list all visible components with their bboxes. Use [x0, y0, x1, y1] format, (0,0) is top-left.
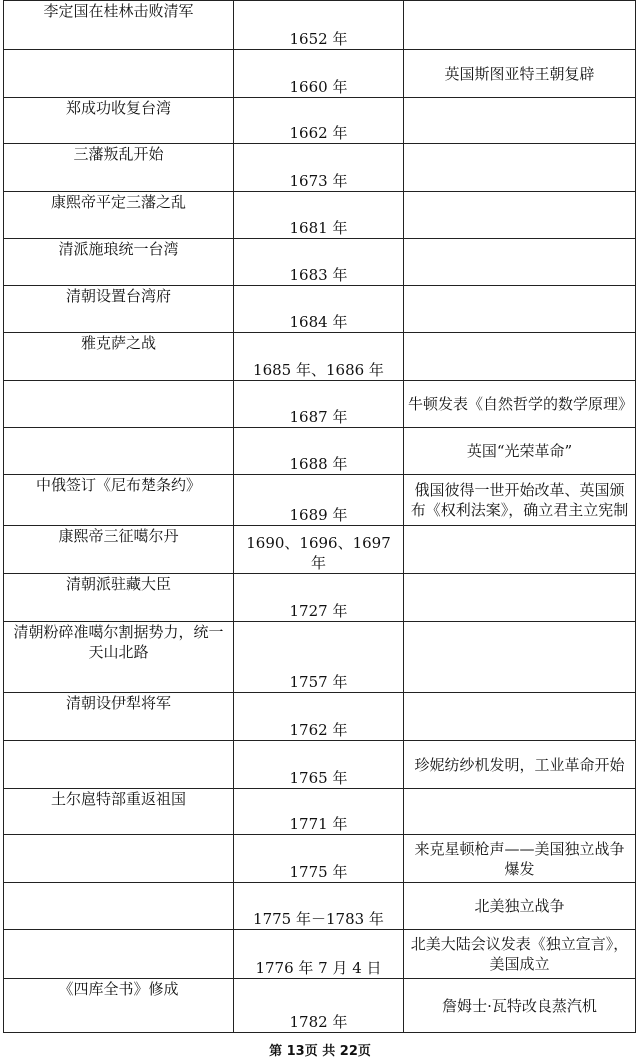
year-cell: 1662 年	[234, 98, 404, 144]
world-event-cell: 珍妮纺纱机发明，工业革命开始	[404, 741, 636, 789]
china-event-cell: 三藩叛乱开始	[4, 144, 234, 192]
year-cell: 1689 年	[234, 475, 404, 526]
world-event-cell: 牛顿发表《自然哲学的数学原理》	[404, 381, 636, 428]
world-event-cell	[404, 622, 636, 693]
table-row	[4, 574, 636, 622]
world-event-cell	[404, 144, 636, 192]
page-footer: 第 13页 共 22页	[269, 1044, 371, 1059]
table-row	[4, 192, 636, 239]
china-event-cell: 李定国在桂林击败清军	[4, 1, 234, 50]
china-event-cell: 土尔扈特部重返祖国	[4, 789, 234, 835]
china-event-cell: 雅克萨之战	[4, 333, 234, 381]
world-event-cell	[404, 333, 636, 381]
table-row	[4, 381, 636, 428]
year-cell: 1765 年	[234, 741, 404, 789]
table-row	[4, 930, 636, 979]
year-cell: 1652 年	[234, 1, 404, 50]
china-event-cell: 清朝设伊犁将军	[4, 693, 234, 741]
world-event-cell	[404, 286, 636, 333]
china-event-cell	[4, 428, 234, 475]
china-event-cell: 康熙帝三征噶尔丹	[4, 526, 234, 574]
year-cell: 1775 年	[234, 835, 404, 883]
world-event-cell	[404, 574, 636, 622]
year-cell: 1782 年	[234, 979, 404, 1033]
history-timeline-table	[3, 0, 636, 1033]
table-row	[4, 526, 636, 574]
year-cell: 1660 年	[234, 50, 404, 98]
china-event-cell: 康熙帝平定三藩之乱	[4, 192, 234, 239]
table-row	[4, 50, 636, 98]
table-row	[4, 835, 636, 883]
table-row	[4, 286, 636, 333]
table-row	[4, 979, 636, 1033]
table-row	[4, 883, 636, 930]
table-row	[4, 98, 636, 144]
world-event-cell: 北美独立战争	[404, 883, 636, 930]
world-event-cell: 来克星顿枪声——美国独立战争爆发	[404, 835, 636, 883]
china-event-cell: 中俄签订《尼布楚条约》	[4, 475, 234, 526]
table-row	[4, 333, 636, 381]
world-event-cell	[404, 693, 636, 741]
year-cell: 1683 年	[234, 239, 404, 286]
world-event-cell: 英国斯图亚特王朝复辟	[404, 50, 636, 98]
table-row	[4, 693, 636, 741]
table-row	[4, 741, 636, 789]
china-event-cell: 清派施琅统一台湾	[4, 239, 234, 286]
china-event-cell: 清朝粉碎准噶尔割据势力，统一天山北路	[4, 622, 234, 693]
china-event-cell: 郑成功收复台湾	[4, 98, 234, 144]
table-row	[4, 428, 636, 475]
china-event-cell	[4, 883, 234, 930]
table-row	[4, 475, 636, 526]
world-event-cell	[404, 239, 636, 286]
world-event-cell	[404, 98, 636, 144]
table-row	[4, 622, 636, 693]
china-event-cell: 清朝派驻藏大臣	[4, 574, 234, 622]
year-cell: 1757 年	[234, 622, 404, 693]
year-cell: 1681 年	[234, 192, 404, 239]
china-event-cell: 清朝设置台湾府	[4, 286, 234, 333]
china-event-cell	[4, 741, 234, 789]
china-event-cell	[4, 835, 234, 883]
table-row	[4, 144, 636, 192]
world-event-cell: 俄国彼得一世开始改革、英国颁布《权利法案》，确立君主立宪制	[404, 475, 636, 526]
world-event-cell: 詹姆士·瓦特改良蒸汽机	[404, 979, 636, 1033]
world-event-cell: 英国“光荣革命”	[404, 428, 636, 475]
china-event-cell	[4, 50, 234, 98]
year-cell: 1685 年、1686 年	[234, 333, 404, 381]
world-event-cell	[404, 789, 636, 835]
world-event-cell	[404, 192, 636, 239]
china-event-cell: 《四库全书》修成	[4, 979, 234, 1033]
year-cell: 1771 年	[234, 789, 404, 835]
year-cell: 1690、1696、1697 年	[234, 526, 404, 574]
year-cell: 1727 年	[234, 574, 404, 622]
china-event-cell	[4, 381, 234, 428]
world-event-cell: 北美大陆会议发表《独立宣言》，美国成立	[404, 930, 636, 979]
china-event-cell	[4, 930, 234, 979]
table-row	[4, 789, 636, 835]
year-cell: 1762 年	[234, 693, 404, 741]
year-cell: 1775 年－1783 年	[234, 883, 404, 930]
world-event-cell	[404, 1, 636, 50]
table-row	[4, 239, 636, 286]
year-cell: 1688 年	[234, 428, 404, 475]
table-row	[4, 1, 636, 50]
year-cell: 1687 年	[234, 381, 404, 428]
world-event-cell	[404, 526, 636, 574]
year-cell: 1684 年	[234, 286, 404, 333]
year-cell: 1673 年	[234, 144, 404, 192]
year-cell: 1776 年 7 月 4 日	[234, 930, 404, 979]
timeline-table-body	[4, 1, 636, 1033]
